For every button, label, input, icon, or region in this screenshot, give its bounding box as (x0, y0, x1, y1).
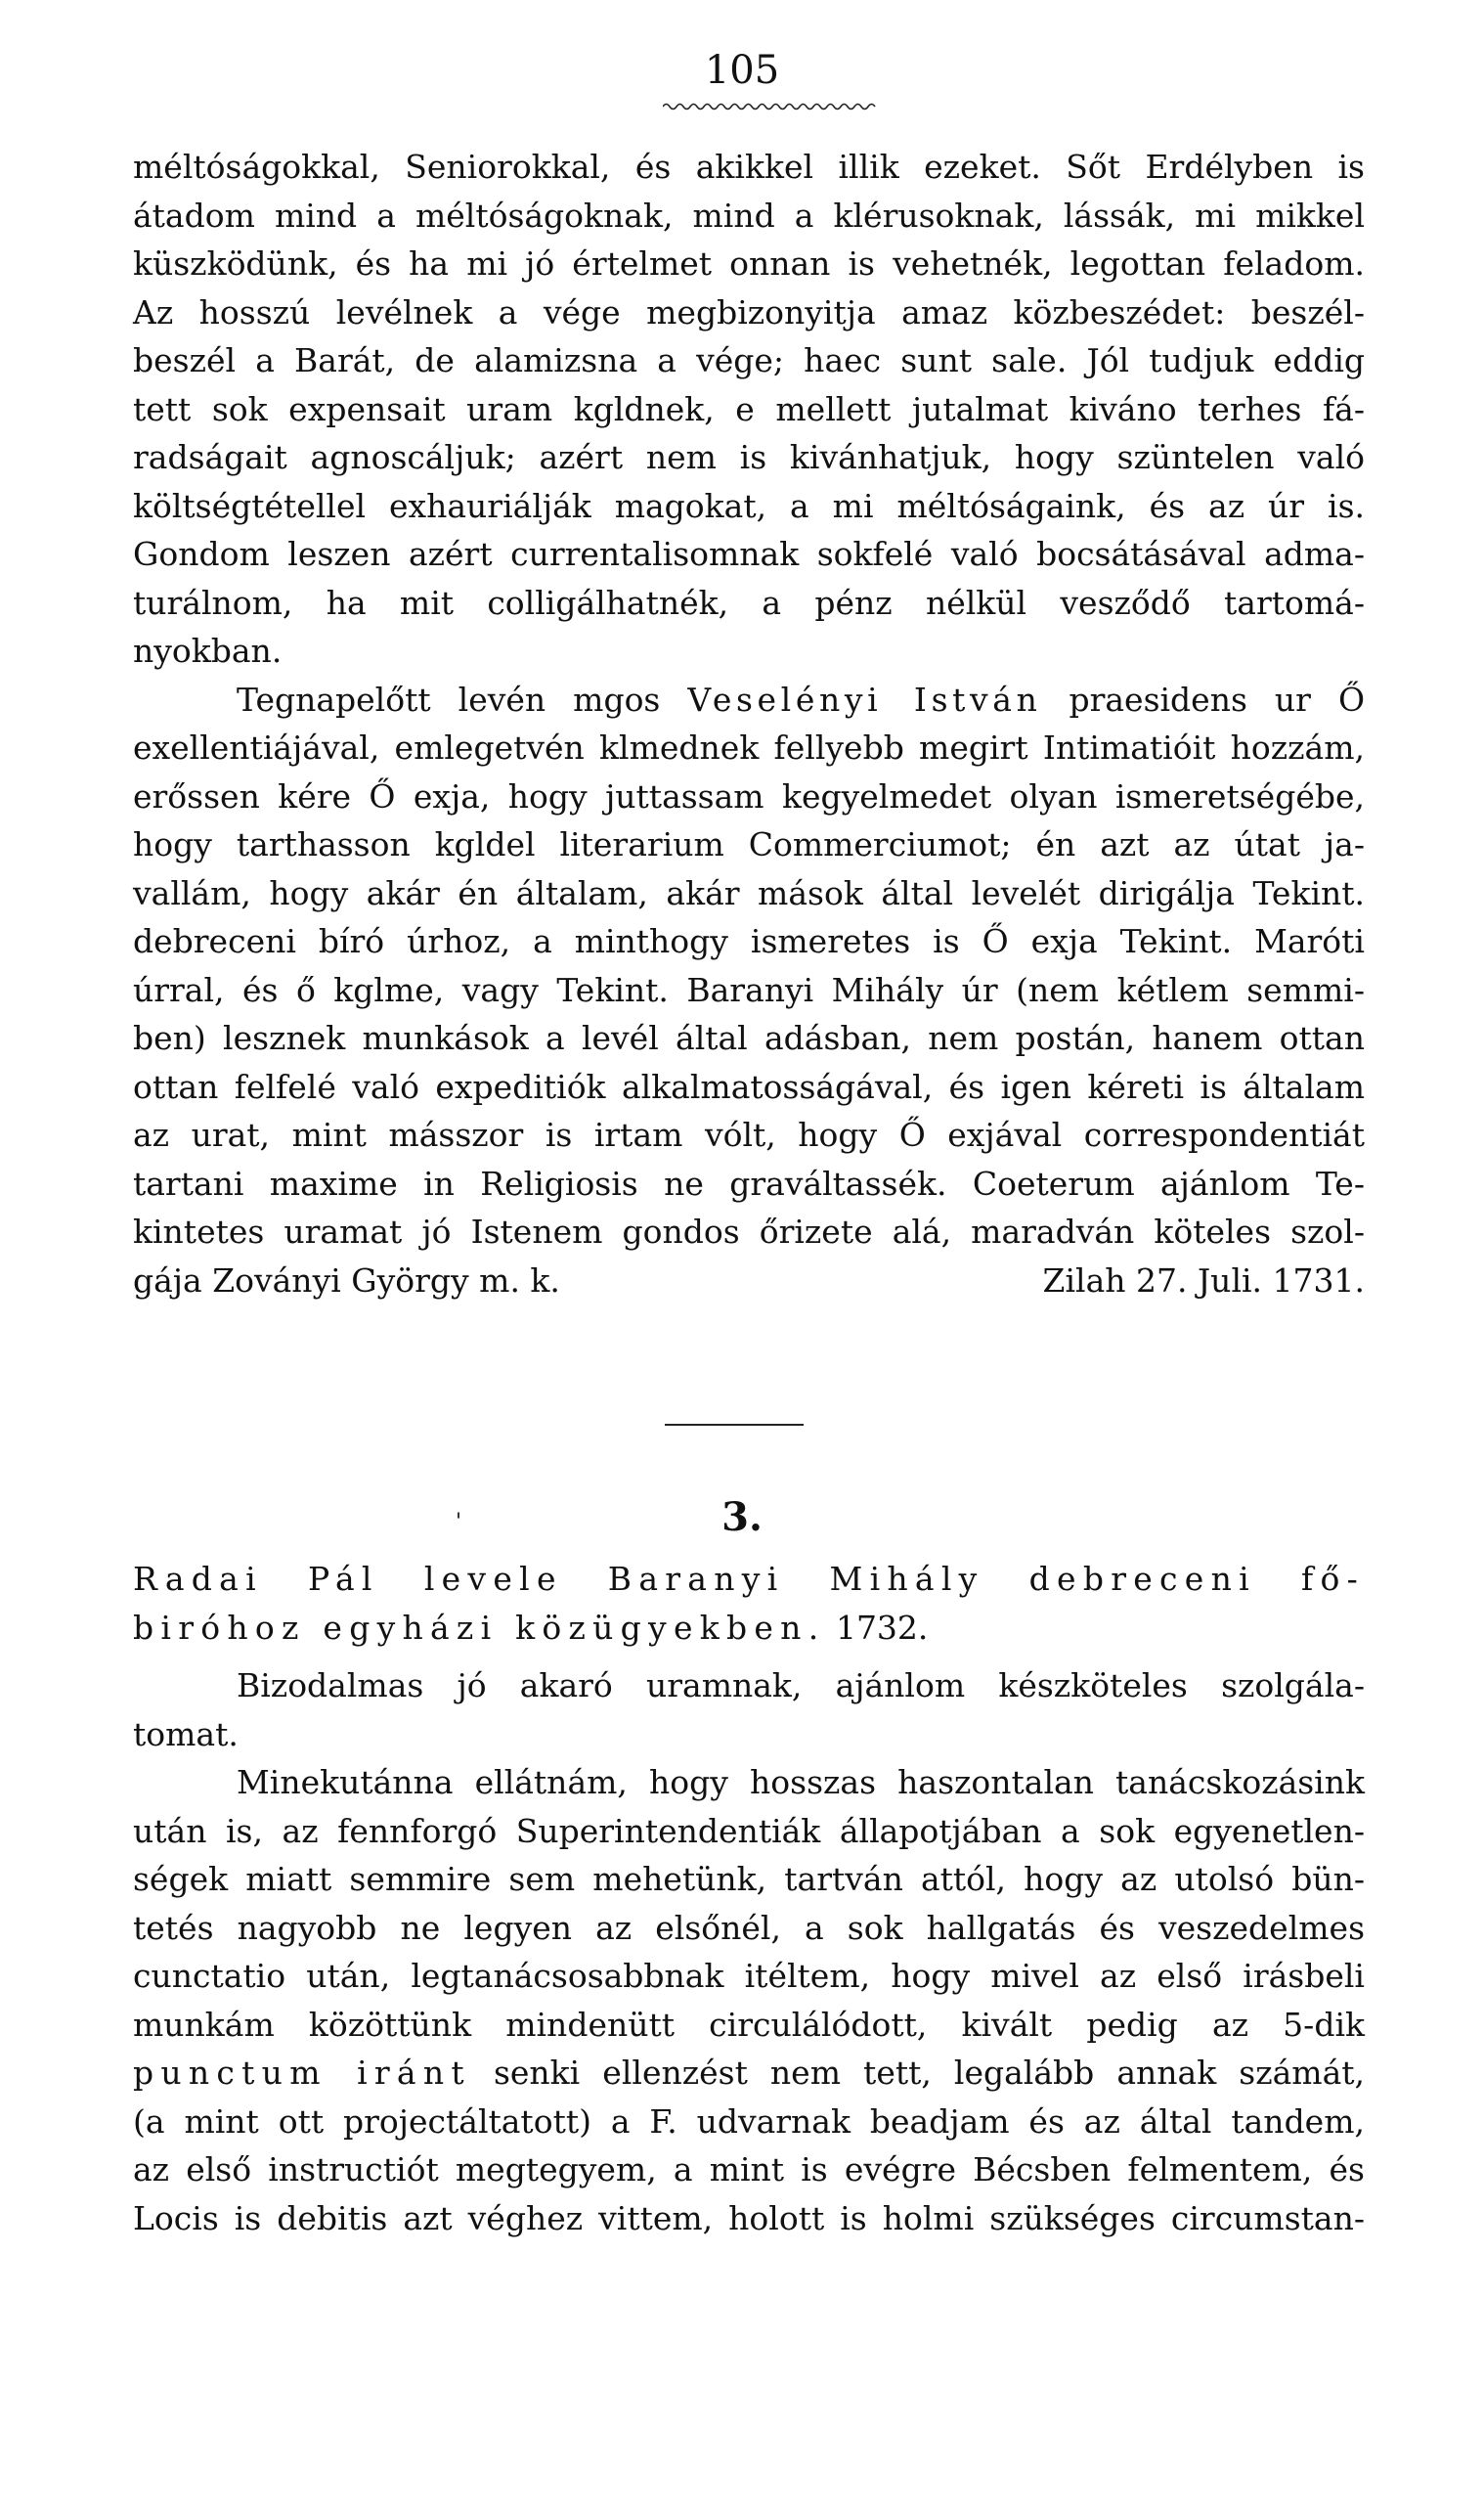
person-name: Veselényi István (687, 680, 1042, 719)
text-line: beszél a Barát, de alamizsna a vége; haec sunt sale. Jól tudjuk eddig (133, 341, 1365, 379)
text-line: után is, az fennforgó Superintendentiák állapotjában a sok egyenetlen- (133, 1811, 1365, 1850)
closing-line (133, 1257, 1365, 1305)
text-line: debreceni bíró úrhoz, a minthogy ismeretes is Ő exja Tekint. Maróti (133, 922, 1365, 960)
emphasized-phrase: punctum iránt (133, 2054, 471, 2092)
text-fragment: senki ellenzést nem tett, legalább annak számát, (470, 2054, 1365, 2092)
page-number-ornament (663, 102, 878, 111)
text-fragment: biróhoz egyházi közügyekben. (133, 1608, 826, 1647)
section-number: 3. (721, 1494, 763, 1540)
page-number: 105 (704, 48, 780, 93)
text-line: hogy tarthasson kgldel literarium Commerciumot; én azt az útat ja- (133, 825, 1365, 863)
text-line (133, 2049, 1365, 2098)
greeting-line: tomat. (133, 1714, 239, 1753)
text-line: Gondom leszen azért currentalisomnak sokfelé való bocsátásával adma- (133, 535, 1365, 573)
text-line: küszködünk, és ha mi jó értelmet onnan is vehetnék, legottan feladom. (133, 244, 1365, 283)
letter-heading-continued (133, 1604, 1365, 1653)
text-line: átadom mind a méltóságoknak, mind a klérusoknak, lássák, mi mikkel (133, 196, 1365, 235)
text-line: radságait agnoscáljuk; azért nem is kivánhatjuk, hogy szüntelen való (133, 438, 1365, 476)
text-line: Az hosszú levélnek a vége megbizonyitja amaz közbeszédet: beszél- (133, 292, 1365, 331)
text-line: turálnom, ha mit colligálhatnék, a pénz nélkül vesződő tartomá- (133, 583, 1365, 622)
text-fragment: praesidens ur Ő (1041, 680, 1365, 719)
text-line: költségtétellel exhauriálják magokat, a mi méltóságaink, és az úr is. (133, 486, 1365, 525)
text-line: tett sok expensait uram kgldnek, e mellett jutalmat kiváno terhes fá- (133, 389, 1365, 428)
letter-one (133, 143, 1365, 1304)
text-line: az első instructiót megtegyem, a mint is evégre Bécsben felmentem, és (133, 2150, 1365, 2188)
signature: gája Zoványi György m. k. (133, 1260, 560, 1300)
text-line: Minekutánna ellátnám, hogy hosszas haszontalan tanácskozásink (237, 1763, 1365, 1801)
text-line: exellentiájával, emlegetvén klmednek fellyebb megirt Intimatióit hozzám, (133, 729, 1365, 767)
text-line: ségek miatt semmire sem mehetünk, tartván attól, hogy az utolsó bün- (133, 1860, 1365, 1898)
letter-two (133, 1555, 1365, 2242)
text-line: cunctatio után, legtanácsosabbnak itéltem, hogy mivel az első irásbeli (133, 1957, 1365, 1995)
text-line: az urat, mint másszor is irtam vólt, hogy Ő exjával correspondentiát (133, 1116, 1365, 1154)
text-line: munkám közöttünk mindenütt circulálódott, kivált pedig az 5-dik (133, 2005, 1365, 2044)
text-line: tetés nagyobb ne legyen az elsőnél, a sok hallgatás és veszedelmes (133, 1908, 1365, 1947)
text-line: kintetes uramat jó Istenem gondos őrizete alá, maradván köteles szol- (133, 1213, 1365, 1251)
text-line: tartani maxime in Religiosis ne graváltassék. Coeterum ajánlom Te- (133, 1164, 1365, 1203)
heading-year: 1732. (825, 1608, 929, 1647)
greeting-line: Bizodalmas jó akaró uramnak, ajánlom készköteles szolgála- (237, 1666, 1365, 1704)
text-line: nyokban. (133, 632, 283, 670)
text-fragment: Tegnapelőtt levén mgos (237, 680, 688, 719)
text-line: (a mint ott projectáltatott) a F. udvarnak beadjam és az által tandem, (133, 2101, 1365, 2141)
text-line: ottan felfelé való expeditiók alkalmatosságával, és igen kéreti is általam (133, 1067, 1365, 1106)
text-line: erőssen kére Ő exja, hogy juttassam kegyelmedet olyan ismeretségébe, (133, 776, 1365, 816)
text-line: úrral, és ő kglme, vagy Tekint. Baranyi Mihály úr (nem kétlem semmi- (133, 970, 1365, 1009)
paragraph-opening-line (133, 676, 1365, 725)
stray-mark: ' (456, 1510, 462, 1534)
letter-heading: Radai Pál levele Baranyi Mihály debreceni fő- (133, 1560, 1365, 1598)
place-date: Zilah 27. Juli. 1731. (1042, 1260, 1365, 1300)
text-line: méltóságokkal, Seniorokkal, és akikkel illik ezeket. Sőt Erdélyben is (133, 148, 1365, 186)
text-line: vallám, hogy akár én általam, akár mások által levelét dirigálja Tekint. (133, 873, 1365, 912)
text-line: Locis is debitis azt véghez vittem, holott is holmi szükséges circumstan- (133, 2198, 1365, 2237)
section-divider (665, 1424, 804, 1426)
text-line: ben) lesznek munkások a levél által adásban, nem postán, hanem ottan (133, 1019, 1365, 1057)
